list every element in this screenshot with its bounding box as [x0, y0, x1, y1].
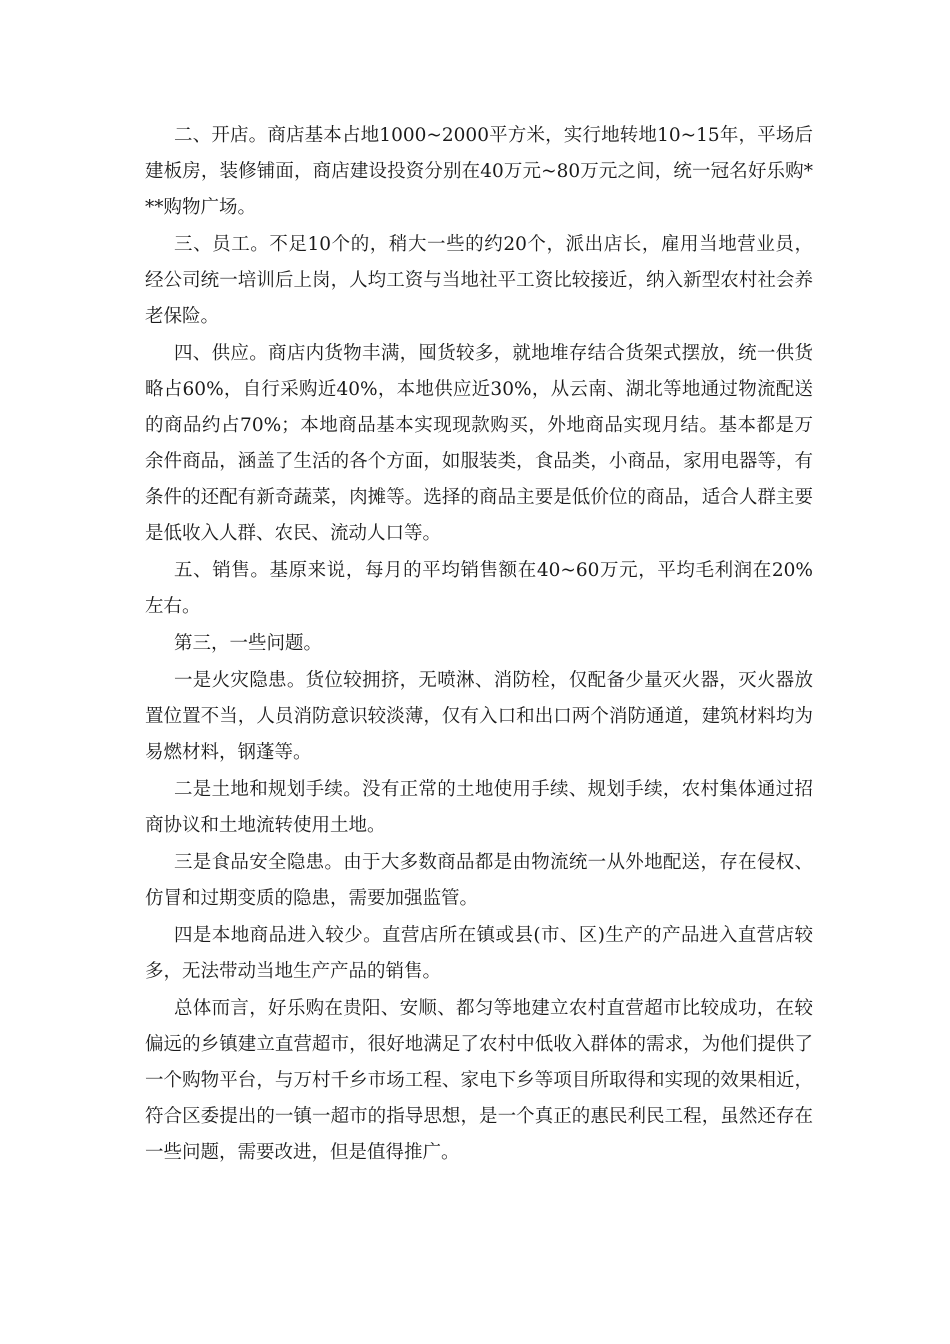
- section-heading-problems: 第三，一些问题。: [174, 633, 323, 654]
- document-body: [145, 118, 813, 1172]
- paragraph-sales: 五、销售。基原来说，每月的平均销售额在40~60万元，平均毛利润在20%左右。: [145, 560, 813, 617]
- paragraph-food-safety: 三是食品安全隐患。由于大多数商品都是由物流统一从外地配送，存在侵权、仿冒和过期变质的隐患，需要加强监管。: [145, 852, 813, 909]
- paragraph-local-products: 四是本地商品进入较少。直营店所在镇或县(市、区)生产的产品进入直营店较多，无法带动当地生产产品的销售。: [145, 925, 813, 982]
- paragraph-land-planning: 二是土地和规划手续。没有正常的土地使用手续、规划手续，农村集体通过招商协议和土地流转使用土地。: [145, 779, 813, 836]
- paragraph-supply: 四、供应。商店内货物丰满，囤货较多，就地堆存结合货架式摆放，统一供货略占60%，自行采购近40%，本地供应近30%，从云南、湖北等地通过物流配送的商品约占70%；本地商品基本实现现款购买，外地商品实现月结。基本都是万余件商品，涵盖了生活的各个方面，如服装类，食品类，小商品，家用电器等，有条件的还配有新奇蔬菜，肉摊等。选择的商品主要是低价位的商品，适合人群主要是低收入人群、农民、流动人口等。: [145, 343, 813, 544]
- paragraph-conclusion: 总体而言，好乐购在贵阳、安顺、都匀等地建立农村直营超市比较成功，在较偏远的乡镇建立直营超市，很好地满足了农村中低收入群体的需求，为他们提供了一个购物平台，与万村千乡市场工程、家电下乡等项目所取得和实现的效果相近，符合区委提出的一镇一超市的指导思想，是一个真正的惠民利民工程，虽然还存在一些问题，需要改进，但是值得推广。: [145, 998, 813, 1163]
- paragraph-staff: 三、员工。不足10个的，稍大一些的约20个，派出店长，雇用当地营业员，经公司统一培训后上岗，人均工资与当地社平工资比较接近，纳入新型农村社会养老保险。: [145, 234, 813, 327]
- paragraph-fire-hazard: 一是火灾隐患。货位较拥挤，无喷淋、消防栓，仅配备少量灭火器，灭火器放置位置不当，人员消防意识较淡薄，仅有入口和出口两个消防通道，建筑材料均为易燃材料，钢蓬等。: [145, 670, 813, 763]
- paragraph-store-opening: 二、开店。商店基本占地1000~2000平方米，实行地转地10~15年，平场后建板房，装修铺面，商店建设投资分别在40万元~80万元之间，统一冠名好乐购***购物广场。: [145, 125, 813, 218]
